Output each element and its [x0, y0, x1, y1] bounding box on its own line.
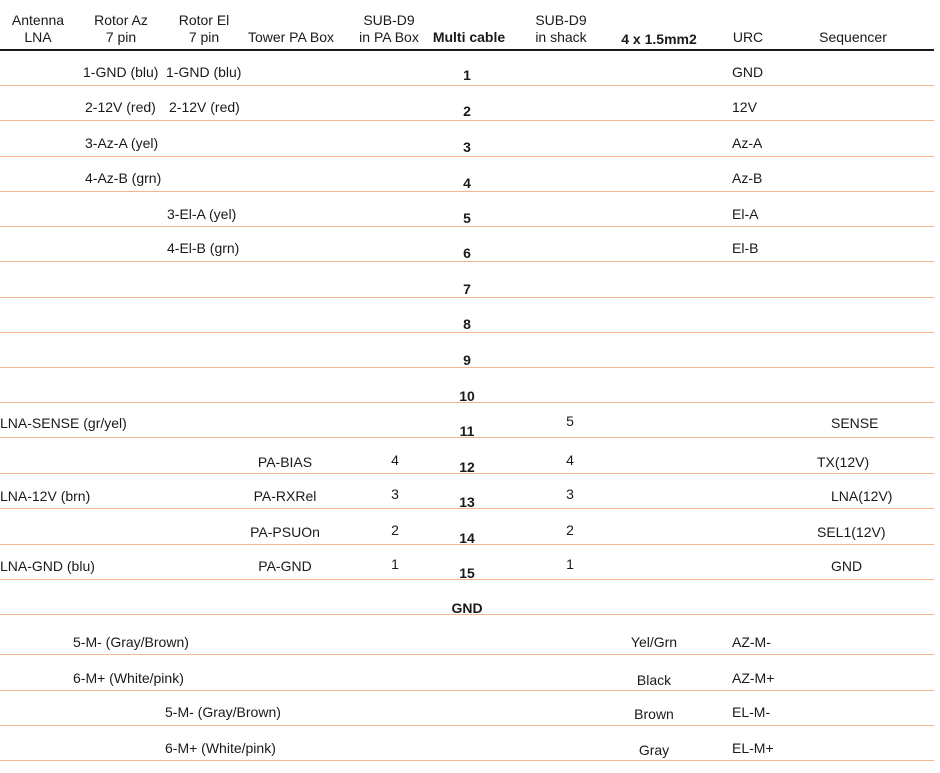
- header-subd9-shack: SUB-D9 in shack: [535, 12, 587, 45]
- header-multi-cable: Multi cable: [432, 29, 506, 45]
- row-divider: [0, 226, 934, 227]
- cell-tower: PA-PSUOn: [250, 524, 320, 540]
- cell-lna: LNA-12V (brn): [0, 488, 91, 504]
- cell-shack: 2: [566, 522, 574, 538]
- header-subd9-pa-box: SUB-D9 in PA Box: [359, 12, 419, 45]
- cell-multi: 15: [459, 565, 475, 581]
- cell-urc: GND: [732, 64, 764, 80]
- cell-seq: LNA(12V): [831, 488, 893, 504]
- header-sequencer: Sequencer: [819, 29, 887, 45]
- cell-rotor-az: 2-12V (red): [85, 99, 156, 115]
- cell-urc: EL-M-: [732, 704, 771, 720]
- cell-urc: Az-A: [732, 135, 763, 151]
- cell-rotor-az: 5-M- (Gray/Brown): [73, 634, 189, 650]
- cell-four: Gray: [638, 742, 670, 758]
- cell-four: Yel/Grn: [630, 634, 678, 650]
- row-divider: [0, 332, 934, 333]
- row-divider: [0, 261, 934, 262]
- cell-multi: 12: [459, 459, 475, 475]
- header-rotor-az: Rotor Az 7 pin: [94, 12, 148, 45]
- row-divider: [0, 760, 934, 761]
- cell-urc: AZ-M+: [732, 670, 775, 686]
- row-divider: [0, 120, 934, 121]
- cell-urc: AZ-M-: [732, 634, 771, 650]
- cell-multi: 3: [463, 139, 471, 155]
- cell-urc: 12V: [732, 99, 757, 115]
- cell-rotor-az: 3-Az-A (yel): [85, 135, 159, 151]
- cell-multi: 2: [463, 103, 471, 119]
- cell-urc: El-B: [732, 240, 759, 256]
- cell-tower: PA-BIAS: [257, 454, 313, 470]
- row-divider: [0, 156, 934, 157]
- cell-rotor-el: 6-M+ (White/pink): [165, 740, 276, 756]
- cell-multi: 6: [463, 245, 471, 261]
- cell-rotor-el: 2-12V (red): [169, 99, 240, 115]
- header-tower-pa-box: Tower PA Box: [247, 29, 335, 45]
- row-divider: [0, 297, 934, 298]
- row-divider: [0, 191, 934, 192]
- cell-pabox: 2: [391, 522, 399, 538]
- cell-rotor-az: 1-GND (blu): [83, 64, 159, 80]
- cell-rotor-el: 3-El-A (yel): [167, 206, 237, 222]
- cell-tower: PA-GND: [258, 558, 312, 574]
- row-divider: [0, 654, 934, 655]
- cell-shack: 1: [566, 556, 574, 572]
- cell-urc: Az-B: [732, 170, 763, 186]
- cell-pabox: 3: [391, 486, 399, 502]
- cell-rotor-el: 1-GND (blu): [166, 64, 242, 80]
- cell-lna: LNA-GND (blu): [0, 558, 95, 574]
- cell-multi: 14: [459, 530, 475, 546]
- cell-shack: 4: [566, 452, 574, 468]
- cell-pabox: 1: [391, 556, 399, 572]
- cell-multi: 11: [459, 423, 475, 439]
- cell-rotor-el: 4-El-B (grn): [167, 240, 240, 256]
- cell-shack: 5: [566, 413, 574, 429]
- cell-multi: 13: [459, 494, 475, 510]
- cell-urc: EL-M+: [732, 740, 774, 756]
- cell-rotor-az: 4-Az-B (grn): [85, 170, 162, 186]
- cell-tower: PA-RXRel: [253, 488, 317, 504]
- cell-four: Black: [636, 672, 672, 688]
- cell-seq: SENSE: [831, 415, 879, 431]
- cell-urc: El-A: [732, 206, 759, 222]
- cell-multi: 7: [463, 281, 471, 297]
- cell-four: Brown: [634, 706, 674, 722]
- cell-shack: 3: [566, 486, 574, 502]
- cell-multi: 8: [463, 316, 471, 332]
- cell-rotor-el: 5-M- (Gray/Brown): [165, 704, 281, 720]
- cell-seq: TX(12V): [817, 454, 870, 470]
- cell-pabox: 4: [391, 452, 399, 468]
- cell-multi: 9: [463, 352, 471, 368]
- cell-multi: 1: [463, 67, 471, 83]
- header-divider: [0, 49, 934, 51]
- cell-seq: SEL1(12V): [817, 524, 886, 540]
- header-antenna-lna: Antenna LNA: [11, 12, 65, 45]
- row-divider: [0, 85, 934, 86]
- row-divider: [0, 690, 934, 691]
- cell-rotor-az: 6-M+ (White/pink): [73, 670, 184, 686]
- header-4x15mm2: 4 x 1.5mm2: [621, 31, 697, 47]
- cell-seq: GND: [831, 558, 863, 574]
- cell-multi: 10: [459, 388, 475, 404]
- cell-multi: 4: [463, 175, 471, 191]
- header-urc: URC: [732, 29, 764, 45]
- cell-multi: GND: [451, 600, 483, 616]
- cell-lna: LNA-SENSE (gr/yel): [0, 415, 127, 431]
- row-divider: [0, 725, 934, 726]
- header-rotor-el: Rotor El 7 pin: [178, 12, 230, 45]
- cell-multi: 5: [463, 210, 471, 226]
